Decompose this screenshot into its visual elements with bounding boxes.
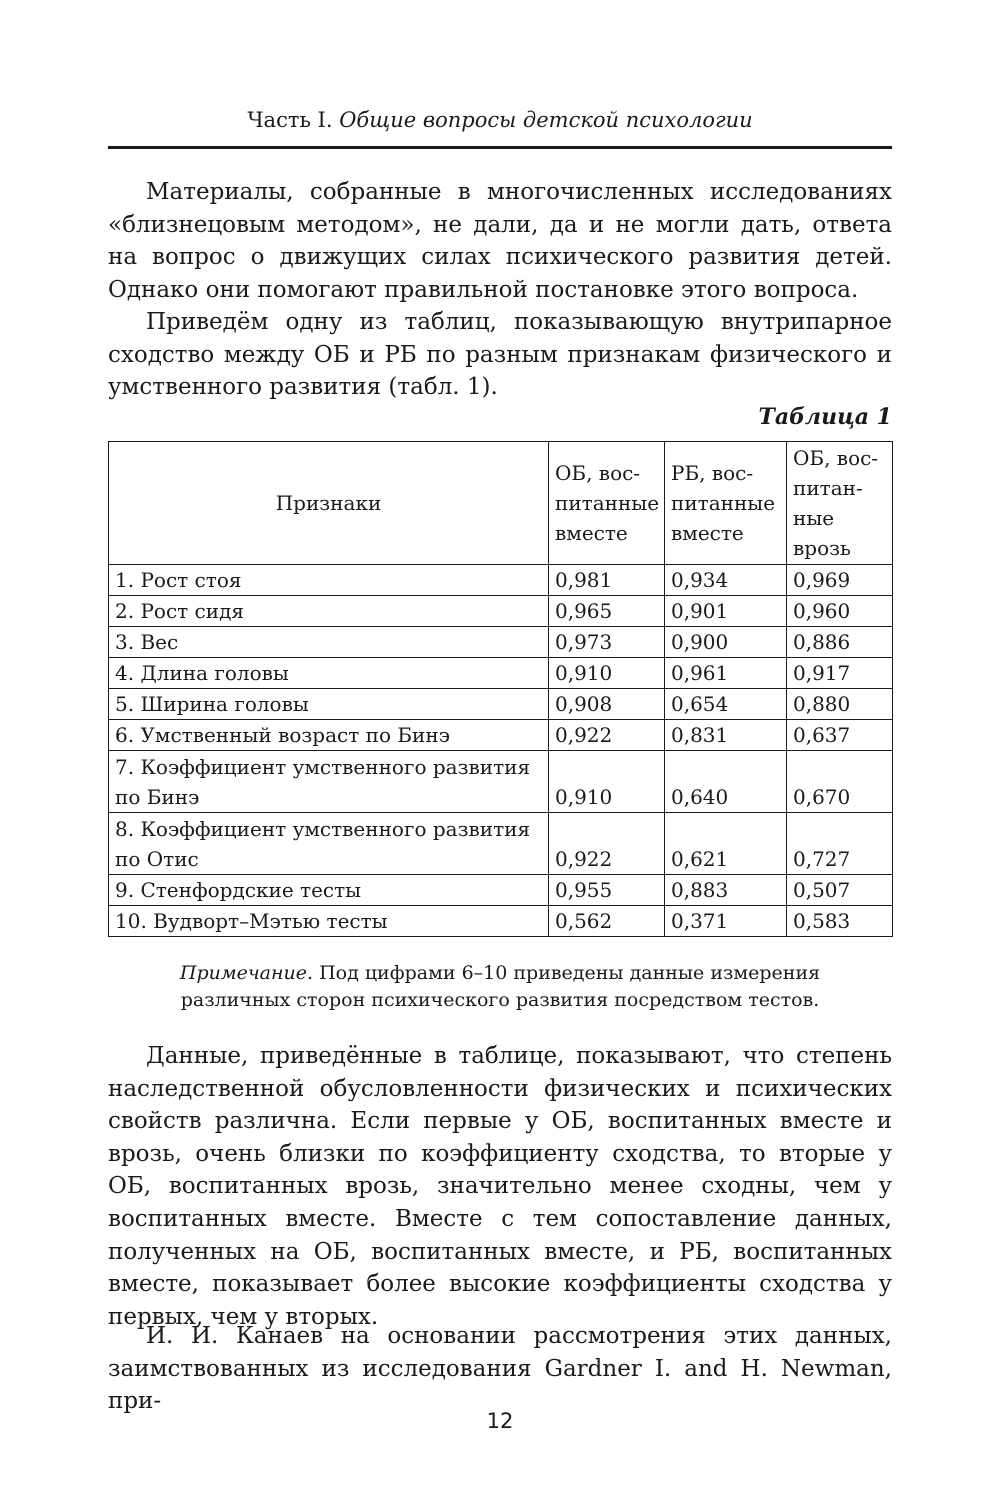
table-row (109, 813, 893, 875)
running-head-title: Общие вопросы детской психологии (339, 108, 753, 132)
running-head (108, 106, 892, 134)
cell-rb-together: 0,831 (665, 720, 787, 751)
row-label (109, 813, 549, 875)
table-row (109, 720, 893, 751)
header-ob-apart (787, 442, 893, 565)
cell-ob-apart: 0,960 (787, 596, 893, 627)
cell-ob-apart: 0,637 (787, 720, 893, 751)
row-label: 6. Умственный возраст по Бинэ (109, 720, 549, 751)
table-note-text-1: Под цифрами 6–10 приведены данные измерения (319, 962, 821, 984)
header-rb-together-line: питанные (671, 491, 776, 515)
paragraph-1: Материалы, собранные в многочисленных исследованиях «близнецовым методом», не дали, да и не могли дать, ответа на вопрос о движущих силах психического развития детей. Однако они помогают правильной постановке этого вопроса. (108, 179, 892, 303)
table-row (109, 565, 893, 596)
table-row (109, 751, 893, 813)
cell-ob-together: 0,981 (549, 565, 665, 596)
table-row (109, 906, 893, 937)
header-ob-apart-line: ОБ, вос- (793, 446, 879, 470)
paragraph-3: Данные, приведённые в таблице, показывают, что степень наследственной обусловленности физических и психических свойств различна. Если первые у ОБ, воспитанных вместе и врозь, очень близки по коэффициенту сходства, то вторые у ОБ, воспитанных врозь, значительно менее сходны, чем у воспитанных вместе. Вместе с тем сопоставление данных, полученных на ОБ, воспитанных вместе, и РБ, воспитанных вместе, показывает более высокие коэффициенты сходства у первых, чем у вторых. (108, 1043, 892, 1330)
running-head-part: Часть I. (247, 108, 333, 132)
table-row (109, 689, 893, 720)
cell-rb-together: 0,961 (665, 658, 787, 689)
cell-ob-apart: 0,507 (787, 875, 893, 906)
cell-ob-apart: 0,886 (787, 627, 893, 658)
cell-rb-together: 0,901 (665, 596, 787, 627)
row-label-line: 7. Коэффициент умственного развития (115, 754, 531, 779)
header-rb-together-line: вместе (671, 521, 744, 545)
cell-ob-together: 0,955 (549, 875, 665, 906)
header-ob-together-line: вместе (555, 521, 628, 545)
header-ob-together-line: ОБ, вос- (555, 461, 641, 485)
row-label-line: 8. Коэффициент умственного развития (115, 816, 531, 841)
row-label: 4. Длина головы (109, 658, 549, 689)
table-row (109, 627, 893, 658)
twin-similarity-table (108, 441, 893, 937)
cell-ob-apart: 0,727 (787, 813, 893, 875)
row-label: 5. Ширина головы (109, 689, 549, 720)
row-label: 9. Стенфордские тесты (109, 875, 549, 906)
cell-rb-together: 0,883 (665, 875, 787, 906)
header-ob-apart-line: врозь (793, 536, 851, 560)
header-rb-together (665, 442, 787, 565)
row-label: 2. Рост сидя (109, 596, 549, 627)
table-header-row (109, 442, 893, 565)
header-rule (108, 146, 892, 149)
cell-rb-together: 0,371 (665, 906, 787, 937)
table-row (109, 596, 893, 627)
header-ob-together (549, 442, 665, 565)
header-ob-together-line: питанные (555, 491, 660, 515)
cell-ob-apart: 0,917 (787, 658, 893, 689)
cell-ob-apart: 0,880 (787, 689, 893, 720)
cell-ob-together: 0,910 (549, 751, 665, 813)
table-note-label: Примечание. (179, 962, 314, 984)
paragraph-4: И. И. Канаев на основании рассмотрения этих данных, заимствованных из исследования Gardner I. and H. Newman, при- (108, 1323, 892, 1415)
cell-ob-together: 0,973 (549, 627, 665, 658)
row-label: 1. Рост стоя (109, 565, 549, 596)
cell-rb-together: 0,934 (665, 565, 787, 596)
cell-ob-together: 0,922 (549, 720, 665, 751)
table-note (108, 960, 892, 1014)
table-note-line-1 (108, 960, 892, 987)
cell-ob-together: 0,908 (549, 689, 665, 720)
table-caption: Таблица 1 (758, 404, 892, 430)
cell-rb-together: 0,654 (665, 689, 787, 720)
cell-ob-together: 0,922 (549, 813, 665, 875)
cell-rb-together: 0,621 (665, 813, 787, 875)
row-label: 3. Вес (109, 627, 549, 658)
header-ob-apart-line: питан- (793, 476, 863, 500)
cell-ob-apart: 0,670 (787, 751, 893, 813)
cell-ob-together: 0,910 (549, 658, 665, 689)
row-label-line: по Отис (115, 846, 199, 871)
table-row (109, 875, 893, 906)
cell-rb-together: 0,900 (665, 627, 787, 658)
cell-ob-apart: 0,583 (787, 906, 893, 937)
header-signs: Признаки (109, 442, 549, 565)
cell-ob-together: 0,965 (549, 596, 665, 627)
header-rb-together-line: РБ, вос- (671, 461, 754, 485)
table-row (109, 658, 893, 689)
page-number: 12 (486, 1409, 514, 1433)
paragraph-2: Приведём одну из таблиц, показывающую внутрипарное сходство между ОБ и РБ по разным признакам физического и умственного развития (табл. 1). (108, 309, 892, 401)
row-label-line: по Бинэ (115, 784, 200, 809)
table-note-text-2: различных сторон психического развития посредством тестов. (180, 989, 820, 1011)
row-label: 10. Вудворт–Мэтью тесты (109, 906, 549, 937)
row-label (109, 751, 549, 813)
cell-ob-together: 0,562 (549, 906, 665, 937)
cell-rb-together: 0,640 (665, 751, 787, 813)
header-ob-apart-line: ные (793, 506, 835, 530)
cell-ob-apart: 0,969 (787, 565, 893, 596)
